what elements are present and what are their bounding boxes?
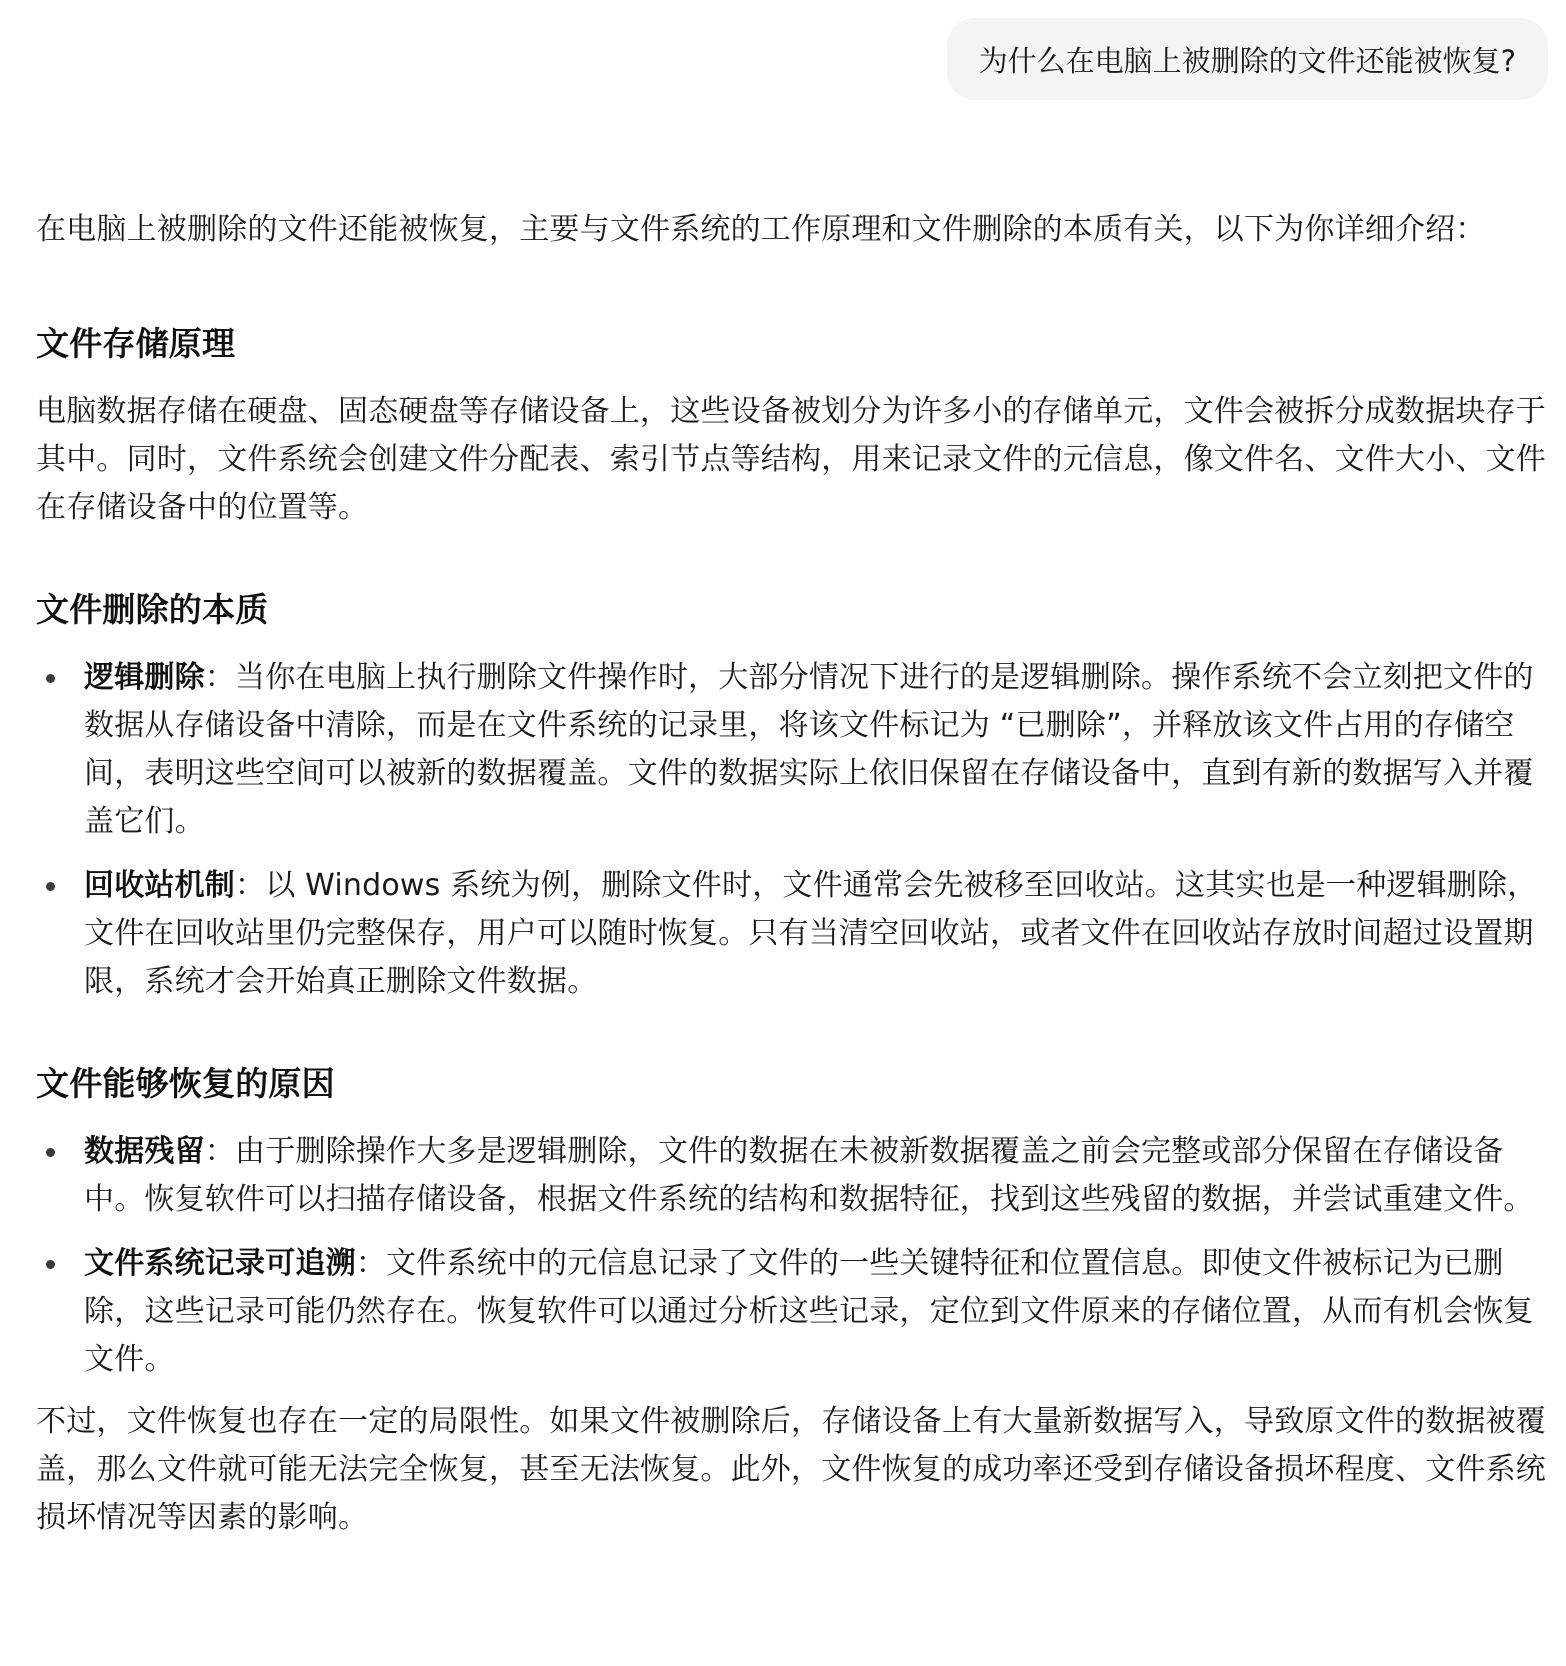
term-colon: ： xyxy=(204,1134,236,1169)
user-message-bubble xyxy=(947,18,1548,100)
bullet-term: 逻辑删除 xyxy=(84,660,205,695)
section-paragraph: 电脑数据存储在硬盘、固态硬盘等存储设备上，这些设备被划分为许多小的存储单元，文件会被拆分成数据块存于其中。同时，文件系统会创建文件分配表、索引节点等结构，用来记录文件的元信息，像文件名、文件大小、文件在存储设备中的位置等。 xyxy=(36,394,1546,525)
section-deletion-nature xyxy=(36,586,1546,1006)
bullet-list xyxy=(36,1128,1546,1384)
list-item xyxy=(36,862,1546,1006)
answer-intro: 在电脑上被删除的文件还能被恢复，主要与文件系统的工作原理和文件删除的本质有关，以下为你详细介绍： xyxy=(36,212,1486,247)
list-item xyxy=(36,1128,1546,1224)
section-heading: 文件能够恢复的原因 xyxy=(36,1064,335,1103)
term-colon: ： xyxy=(355,1246,387,1281)
bullet-term: 数据残留 xyxy=(84,1134,205,1169)
bullet-dot-icon xyxy=(46,1148,55,1157)
bullet-dot-icon xyxy=(46,1260,55,1269)
bullet-text: 以 Windows 系统为例，删除文件时，文件通常会先被移至回收站。这其实也是一种逻辑删除，文件在回收站里仍完整保存，用户可以随时恢复。只有当清空回收站，或者文件在回收站存放时间超过设置期限，系统才会开始真正删除文件数据。 xyxy=(84,868,1538,999)
term-colon: ： xyxy=(235,868,266,903)
bullet-text: 当你在电脑上执行删除文件操作时，大部分情况下进行的是逻辑删除。操作系统不会立刻把文件的数据从存储设备中清除，而是在文件系统的记录里，将该文件标记为 “已删除”，并释放该文件占用的存储空间，表明这些空间可以被新的数据覆盖。文件的数据实际上依旧保留在存储设备中，直到有新的数据写入并覆盖它们。 xyxy=(84,660,1534,839)
user-message-text: 为什么在电脑上被删除的文件还能被恢复? xyxy=(978,43,1516,78)
term-colon: ： xyxy=(204,660,236,695)
list-item xyxy=(36,1240,1546,1384)
bullet-dot-icon xyxy=(46,882,55,891)
bullet-text: 由于删除操作大多是逻辑删除，文件的数据在未被新数据覆盖之前会完整或部分保留在存储设备中。恢复软件可以扫描存储设备，根据文件系统的结构和数据特征，找到这些残留的数据，并尝试重建文件。 xyxy=(84,1134,1534,1217)
answer-conclusion: 不过，文件恢复也存在一定的局限性。如果文件被删除后，存储设备上有大量新数据写入，导致原文件的数据被覆盖，那么文件就可能无法完全恢复，甚至无法恢复。此外，文件恢复的成功率还受到存储设备损坏程度、文件系统损坏情况等因素的影响。 xyxy=(36,1404,1546,1535)
section-storage-principle xyxy=(36,320,1546,532)
bullet-term: 回收站机制 xyxy=(84,868,235,903)
assistant-response xyxy=(36,206,1546,1542)
bullet-term: 文件系统记录可追溯 xyxy=(84,1246,356,1281)
bullet-list xyxy=(36,654,1546,1006)
section-heading: 文件删除的本质 xyxy=(36,590,269,629)
section-heading: 文件存储原理 xyxy=(36,324,236,363)
bullet-text: 文件系统中的元信息记录了文件的一些关键特征和位置信息。即使文件被标记为已删除，这些记录可能仍然存在。恢复软件可以通过分析这些记录，定位到文件原来的存储位置，从而有机会恢复文件。 xyxy=(84,1246,1534,1377)
section-recovery-reasons xyxy=(36,1060,1546,1384)
list-item xyxy=(36,654,1546,846)
bullet-dot-icon xyxy=(46,674,55,683)
